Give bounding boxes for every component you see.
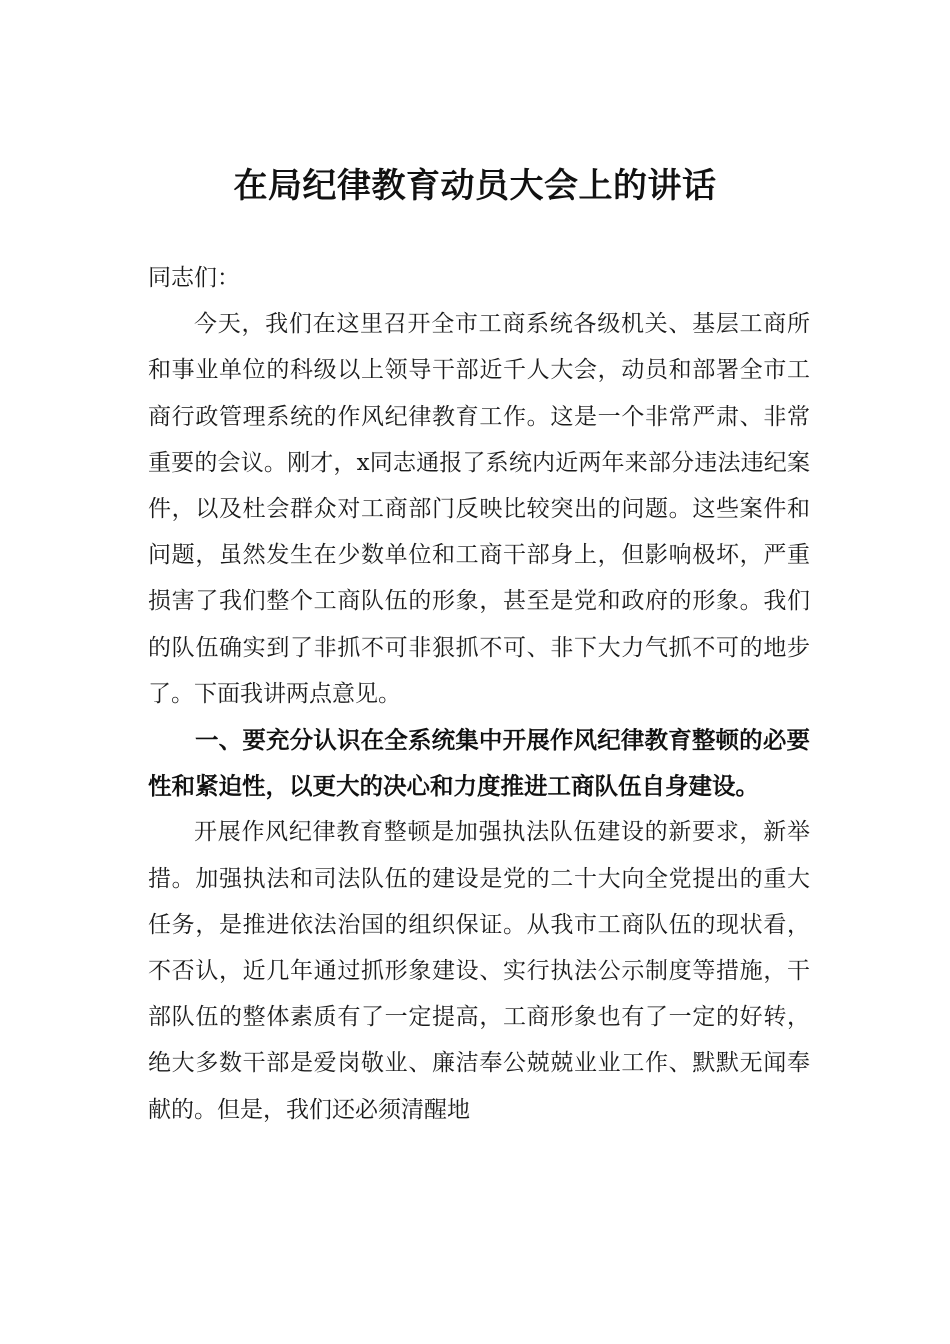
document-title: 在局纪律教育动员大会上的讲话 <box>233 166 717 206</box>
section-heading-1: 一、要充分认识在全系统集中开展作风纪律教育整顿的必要性和紧迫性，以更大的决心和力度推进工商队伍自身建设。 <box>148 726 810 801</box>
document-body <box>148 255 810 1133</box>
section-1-paragraph: 开展作风纪律教育整顿是加强执法队伍建设的新要求，新举措。加强执法和司法队伍的建设是党的二十大向全党提出的重大任务，是推进依法治国的组织保证。从我市工商队伍的现状看，不否认，近几年通过抓形象建设、实行执法公示制度等措施，干部队伍的整体素质有了一定提高，工商形象也有了一定的好转，绝大多数干部是爱岗敬业、廉洁奉公兢兢业业工作、默默无闻奉献的。但是，我们还必须清醒地 <box>148 819 810 1123</box>
salutation: 同志们： <box>148 265 240 291</box>
intro-paragraph: 今天，我们在这里召开全市工商系统各级机关、基层工商所和事业单位的科级以上领导干部近千人大会，动员和部署全市工商行政管理系统的作风纪律教育工作。这是一个非常严肃、非常重要的会议。刚才，x同志通报了系统内近两年来部分违法违纪案件，以及杜会群众对工商部门反映比较突出的问题。这些案件和问题，虽然发生在少数单位和工商干部身上，但影响极坏，严重损害了我们整个工商队伍的形象，甚至是党和政府的形象。我们的队伍确实到了非抓不可非狠抓不可、非下大力气抓不可的地步了。下面我讲两点意见。 <box>148 311 810 707</box>
